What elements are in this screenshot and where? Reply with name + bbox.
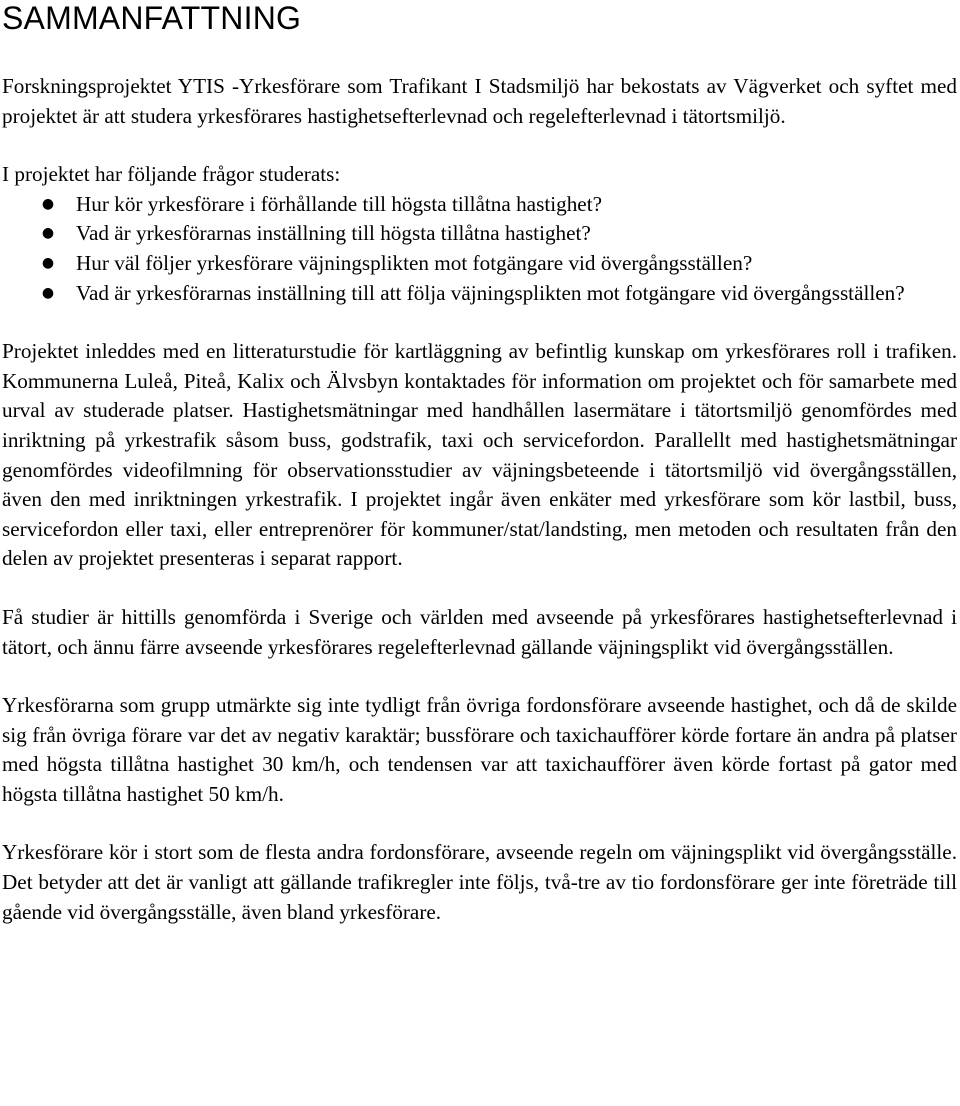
yield-results-paragraph: Yrkesförare kör i stort som de flesta andra fordonsförare, avseende regeln om väjningsplikt vid övergångsställe. Det betyder att det är vanligt att gällande trafikregler inte följs, två-tre av tio fordonsförare ger inte företräde till gående vid övergångsställe, även bland yrkesförare. — [2, 840, 957, 924]
bullet-icon: ● — [41, 225, 55, 242]
spacer — [2, 809, 957, 838]
bullet-icon: ● — [41, 195, 55, 212]
question-item — [2, 190, 957, 220]
question-list — [2, 190, 957, 308]
spacer — [2, 574, 957, 603]
question-text: Vad är yrkesförarnas inställning till högsta tillåtna hastighet? — [76, 221, 591, 246]
question-item — [2, 219, 957, 249]
questions-intro: I projektet har följande frågor studerats: — [2, 162, 341, 187]
method-paragraph: Projektet inleddes med en litteraturstudie för kartläggning av befintlig kunskap om yrkesförares roll i trafiken. Kommunerna Luleå, Piteå, Kalix och Älvsbyn kontaktades för information om projektet och för samarbete med urval av studerade platser. Hastighetsmätningar med handhållen lasermätare i tätortsmiljö genomfördes med inriktning på yrkestrafik såsom buss, godstrafik, taxi och servicefordon. Parallellt med hastighetsmätningar genomfördes videofilmning för observationsstudier av väjningsbeteende i tätortsmiljö vid övergångsställen, även den med inriktningen yrkestrafik. I projektet ingår även enkäter med yrkesförare som kör lastbil, buss, servicefordon eller taxi, eller entreprenörer för kommuner/stat/landsting, men metoden och resultaten från den delen av projektet presenteras i separat rapport. — [2, 339, 957, 571]
spacer — [2, 662, 957, 691]
question-text: Hur väl följer yrkesförare väjningsplikten mot fotgängare vid övergångsställen? — [76, 250, 753, 275]
question-text: Hur kör yrkesförare i förhållande till högsta tillåtna hastighet? — [76, 191, 602, 216]
bullet-icon: ● — [41, 254, 55, 271]
spacer — [2, 308, 957, 337]
question-item — [2, 279, 957, 309]
spacer — [2, 131, 957, 160]
intro-paragraph: Forskningsprojektet YTIS -Yrkesförare som Trafikant I Stadsmiljö har bekostats av Vägverket och syftet med projektet är att studera yrkesförares hastighetsefterlevnad och regelefterlevnad i tätortsmiljö. — [2, 74, 957, 128]
bullet-icon: ● — [41, 284, 55, 301]
question-text: Vad är yrkesförarnas inställning till att följa väjningsplikten mot fotgängare vid övergångsställen? — [76, 280, 905, 305]
question-item — [2, 249, 957, 279]
spacer — [2, 36, 957, 72]
document-heading: SAMMANFATTNING — [2, 0, 302, 36]
previous-studies-paragraph: Få studier är hittills genomförda i Sverige och världen med avseende på yrkesförares hastighetsefterlevnad i tätort, och ännu färre avseende yrkesförares regelefterlevnad gällande väjningsplikt vid övergångsställen. — [2, 604, 957, 659]
speed-results-paragraph: Yrkesförarna som grupp utmärkte sig inte tydligt från övriga fordonsförare avseende hastighet, och då de skilde sig från övriga förare var det av negativ karaktär; bussförare och taxichaufförer körde fortare än andra på platser med högsta tillåtna hastighet 30 km/h, och tendensen var att taxichaufförer även körde fortast på gator med högsta tillåtna hastighet 50 km/h. — [2, 693, 957, 806]
